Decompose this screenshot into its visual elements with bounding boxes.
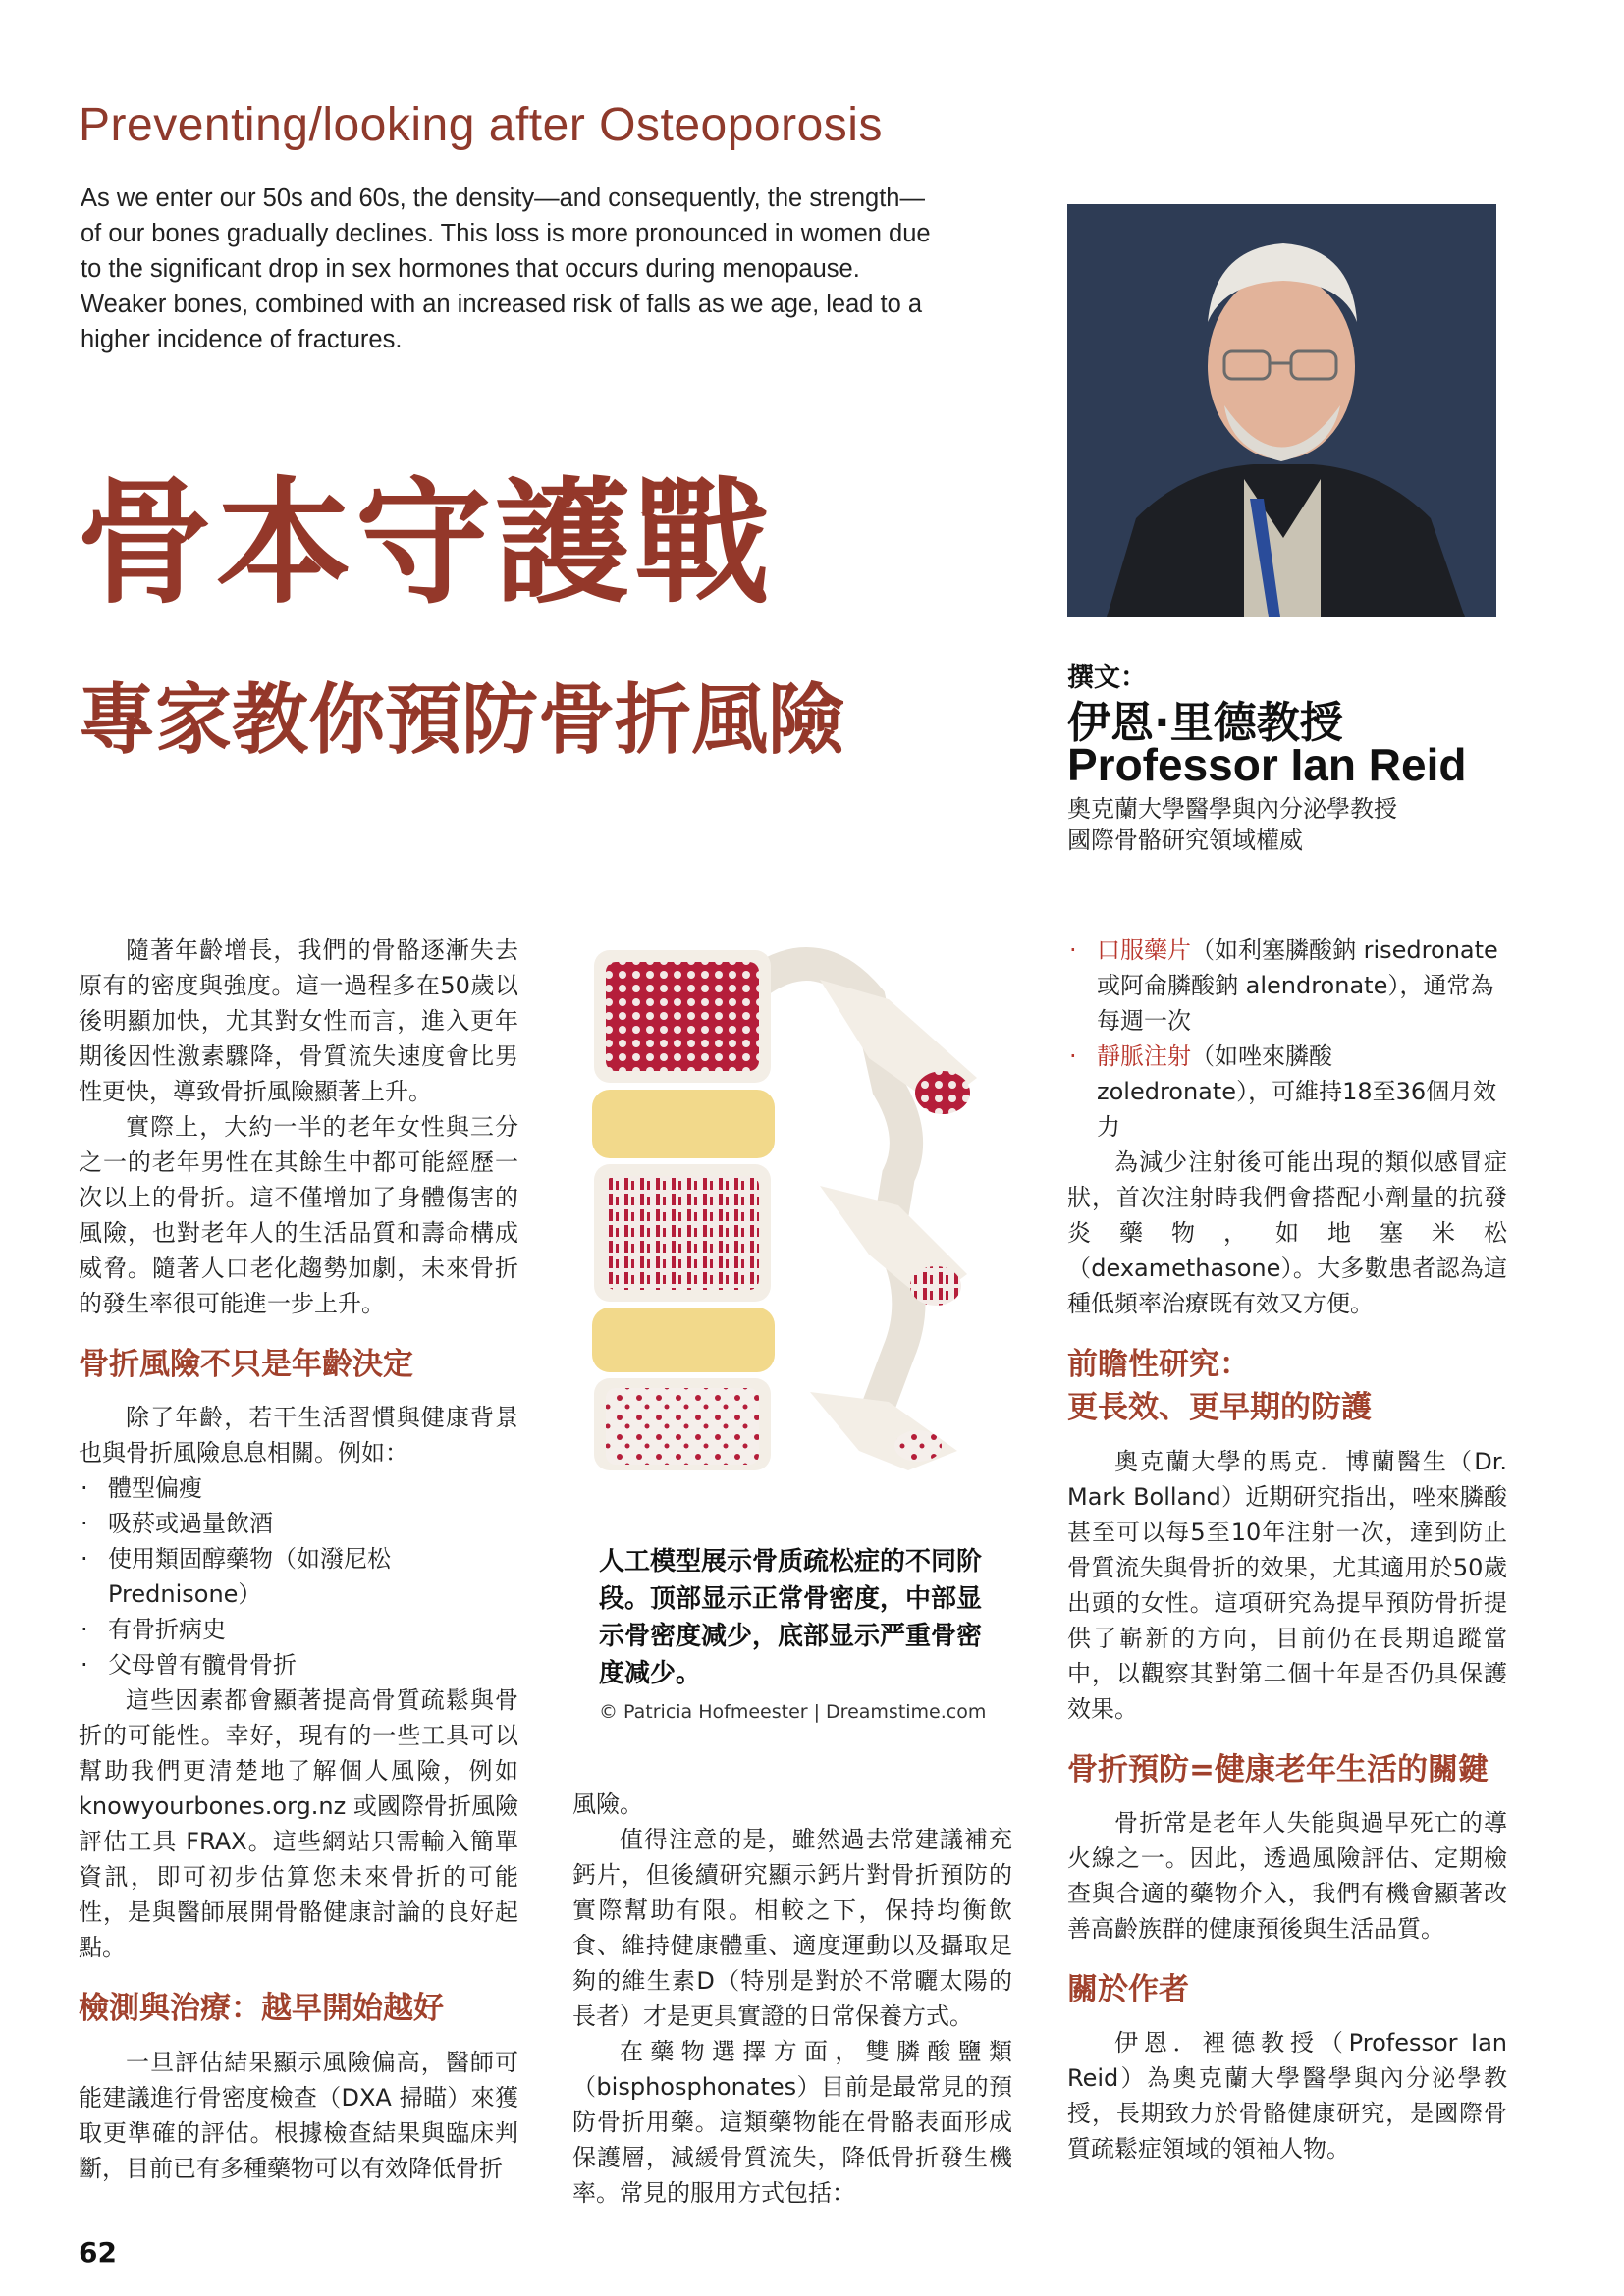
col3-paragraph-1: 為減少注射後可能出現的類似感冒症狀，首次注射時我們會搭配小劑量的抗發炎藥物，如地塞米松（dexamethasone）。大多數患者認為這種低頻率治療既有效又方便。	[1067, 1148, 1507, 1317]
english-intro: As we enter our 50s and 60s, the density—and consequently, the strength—of our bones gradually declines. This loss is more pronounced in women due to the significant drop in sex hormones that occurs during menopause. Weaker bones, combined with an increased risk of falls as we age, lead to a higher incidence of fractures.	[81, 185, 931, 353]
col2-paragraph-2: 值得注意的是，雖然過去常建議補充鈣片，但後續研究顯示鈣片對骨折預防的實際幫助有限。相較之下，保持均衡飲食、維持健康體重、適度運動以及攝取足夠的維生素D（特別是對於不常曬太陽的長者）才是更具實證的日常保養方式。	[572, 1826, 1012, 2030]
col1-paragraph-5: 一旦評估結果顯示風險偏高，醫師可能建議進行骨密度檢查（DXA 掃瞄）來獲取更準確的評估。根據檢查結果與臨床判斷，目前已有多種藥物可以有效降低骨折	[79, 2048, 518, 2182]
main-title: 骨本守護戰	[77, 464, 775, 622]
col1-paragraph-4: 這些因素都會顯著提高骨質疏鬆與骨折的可能性。幸好，現有的一些工具可以幫助我們更清楚地了解個人風險，例如knowyourbones.org.nz 或國際骨折風險評估工具 FRAX。這些網站只需輸入簡單資訊，即可初步估算您未來骨折的可能性，是與醫師展開骨骼健康討論的良好起點。	[79, 1686, 518, 1962]
byline-label: 撰文：	[1067, 663, 1147, 693]
heading-future-research-1: 前瞻性研究：	[1067, 1347, 1250, 1382]
list-item-iv: · 靜脈注射（如唑來膦酸 zoledronate），可維持18至36個月效力	[1069, 1042, 1497, 1141]
author-name-en: Professor Ian Reid	[1067, 739, 1467, 790]
col1-paragraph-3: 除了年齡，若干生活習慣與健康背景也與骨折風險息息相關。例如：	[79, 1404, 518, 1468]
iv-label: 靜脈注射	[1097, 1042, 1191, 1070]
medication-list	[1067, 933, 1507, 1145]
figure-caption: 人工模型展示骨质疏松症的不同阶段。顶部显示正常骨密度，中部显示骨密度减少，底部显示严重骨密度减少。	[599, 1547, 983, 1688]
list-item: · 體型偏瘦	[81, 1474, 202, 1503]
subtitle: 專家教你預防骨折風險	[79, 676, 845, 765]
oral-label: 口服藥片	[1097, 936, 1191, 964]
author-title-line1: 奧克蘭大學醫學與內分泌學教授	[1067, 795, 1397, 823]
column-1	[79, 933, 518, 2186]
list-item: · 吸菸或過量飲酒	[81, 1510, 273, 1538]
spine-model-illustration	[574, 940, 997, 1470]
col3-paragraph-3: 骨折常是老年人失能與過早死亡的導火線之一。因此，透過風險評估、定期檢查與合適的藥物介入，我們有機會顯著改善高齡族群的健康預後與生活品質。	[1067, 1808, 1507, 1943]
heading-future-research-2: 更長效、更早期的防護	[1067, 1390, 1372, 1426]
col3-paragraph-4: 伊恩．裡德教授（Professor Ian Reid）為奧克蘭大學醫學與內分泌學教授，長期致力於骨骼健康研究，是國際骨質疏鬆症領域的領袖人物。	[1067, 2029, 1507, 2163]
col1-paragraph-2: 實際上，大約一半的老年女性與三分之一的老年男性在其餘生中都可能經歷一次以上的骨折。這不僅增加了身體傷害的風險，也對老年人的生活品質和壽命構成威脅。隨著人口老化趨勢加劇，未來骨折的發生率很可能進一步上升。	[79, 1113, 518, 1317]
col2-paragraph-3: 在藥物選擇方面，雙膦酸鹽類（bisphosphonates）目前是最常見的預防骨折用藥。這類藥物能在骨骼表面形成保護層，減緩骨質流失，降低骨折發生機率。常見的服用方式包括：	[572, 2038, 1012, 2207]
list-item-oral: · 口服藥片（如利塞膦酸鈉 risedronate 或阿侖膦酸鈉 alendronate），通常為每週一次	[1069, 936, 1498, 1035]
spine-model-icon	[574, 940, 997, 1470]
risk-factor-list	[79, 1470, 518, 1682]
column-2	[572, 1787, 1012, 2211]
heading-about-author: 關於作者	[1067, 1971, 1189, 2007]
author-title	[1067, 793, 1397, 856]
author-name-zh: 伊恩·里德教授	[1067, 698, 1343, 748]
list-item: · 使用類固醇藥物（如潑尼松 Prednisone）	[81, 1545, 391, 1609]
page-number: 62	[79, 2236, 117, 2269]
heading-prevention: 骨折預防=健康老年生活的關鍵	[1067, 1751, 1489, 1788]
figure-credit: © Patricia Hofmeester | Dreamstime.com	[599, 1701, 987, 1723]
heading-fracture-risk: 骨折風險不只是年齡決定	[79, 1347, 413, 1382]
author-portrait-photo	[1067, 204, 1496, 617]
list-item: · 有骨折病史	[81, 1616, 226, 1644]
portrait-photo-icon	[1067, 204, 1496, 617]
col1-paragraph-1: 隨著年齡增長，我們的骨骼逐漸失去原有的密度與強度。這一過程多在50歲以後明顯加快，尤其對女性而言，進入更年期後因性激素驟降，骨質流失速度會比男性更快，導致骨折風險顯著上升。	[79, 936, 518, 1105]
column-3	[1067, 933, 1507, 2166]
col2-paragraph-1: 風險。	[572, 1790, 643, 1818]
col3-paragraph-2: 奧克蘭大學的馬克．博蘭醫生（Dr. Mark Bolland）近期研究指出，唑來膦酸甚至可以每5至10年注射一次，達到防止骨質流失與骨折的效果，尤其適用於50歲出頭的女性。這項研究為提早預防骨折提供了嶄新的方向，目前仍在長期追蹤當中，以觀察其對第二個十年是否仍具保護效果。	[1067, 1447, 1507, 1723]
list-item: · 父母曾有髖骨骨折	[81, 1651, 297, 1680]
english-title: Preventing/looking after Osteoporosis	[79, 99, 883, 151]
author-title-line2: 國際骨骼研究領域權威	[1067, 827, 1303, 854]
heading-testing-treatment: 檢測與治療：越早開始越好	[79, 1991, 444, 2027]
